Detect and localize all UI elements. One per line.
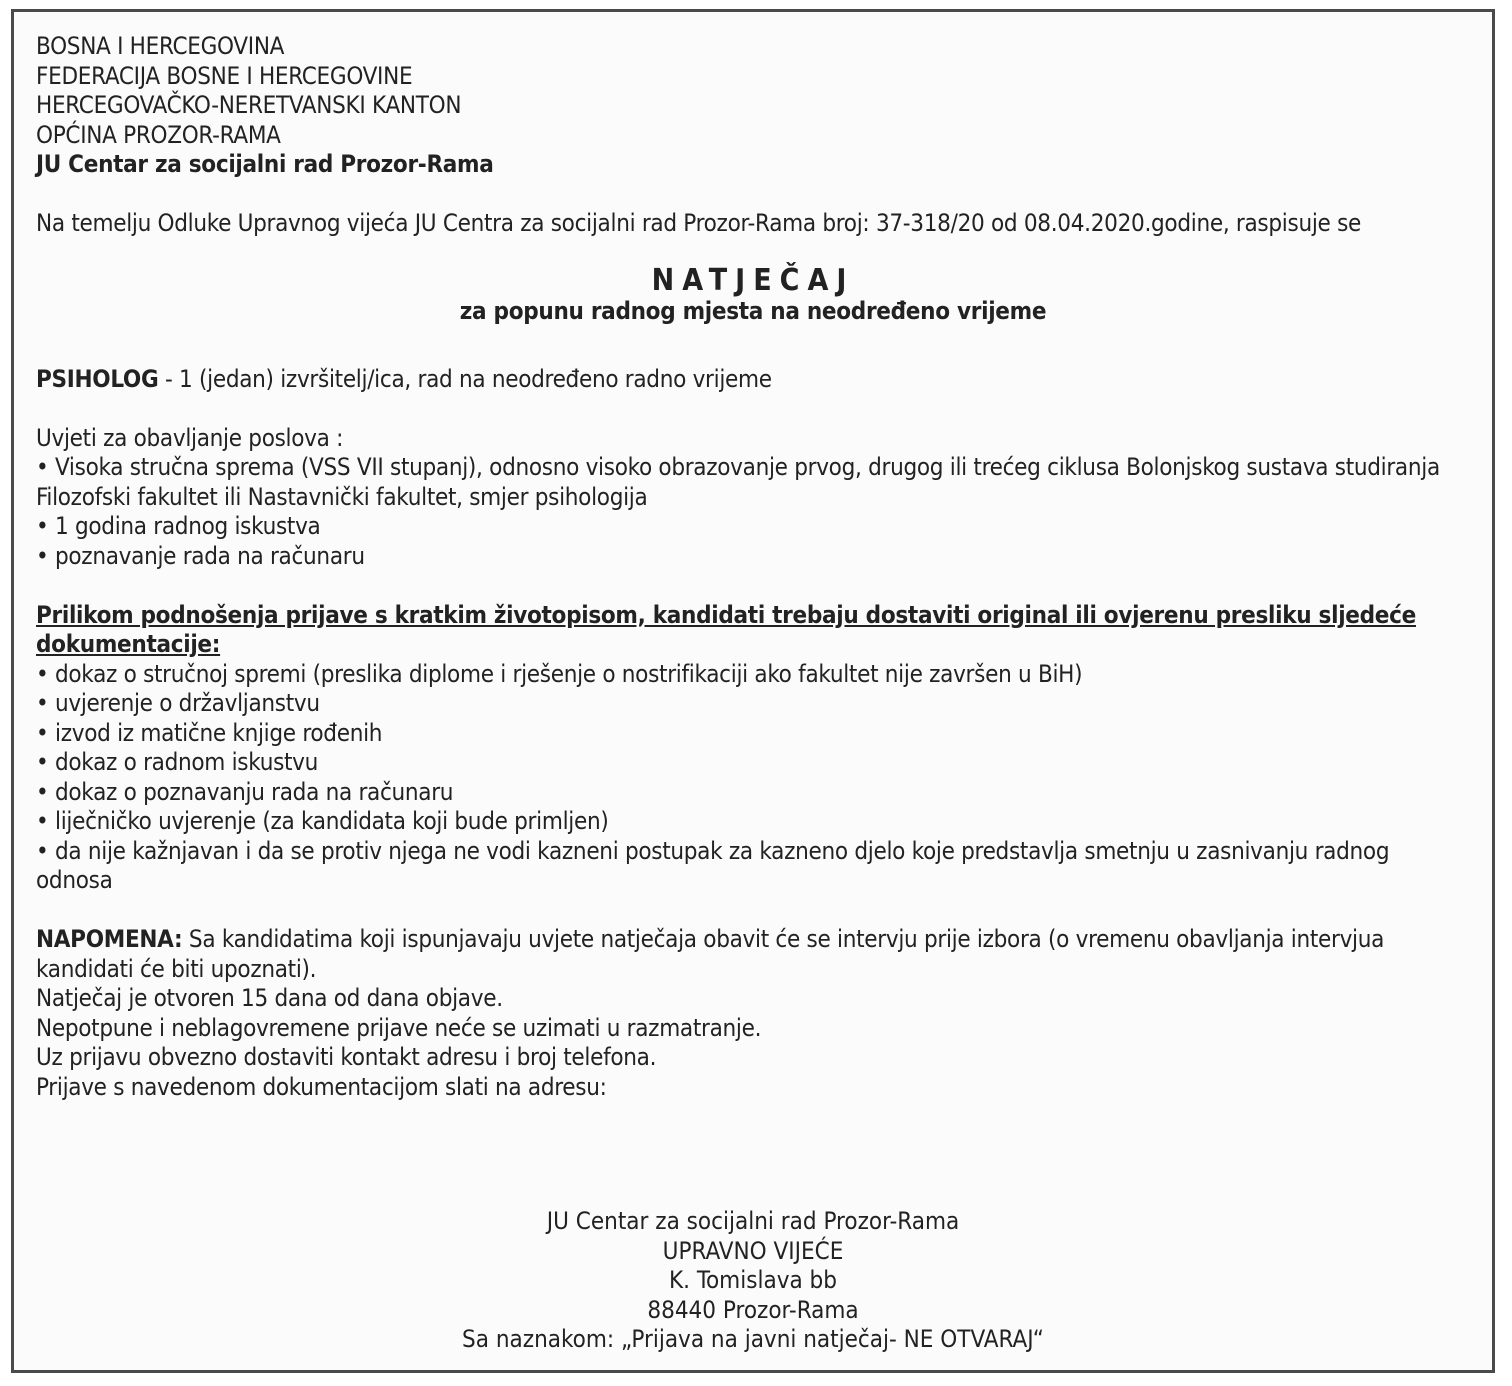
note-line: Prijave s navedenom dokumentacijom slati na adresu:: [36, 1072, 607, 1101]
address-council: UPRAVNO VIJEĆE: [662, 1236, 844, 1265]
position-name: PSIHOLOG: [36, 364, 159, 393]
note-line: Uz prijavu obvezno dostaviti kontakt adresu i broj telefona.: [36, 1043, 657, 1071]
documents-heading: Prilikom podnošenja prijave s kratkim životopisom, kandidati trebaju dostaviti original ili ovjerenu presliku sljedeće dokumentacije:: [36, 600, 1416, 658]
note-label: NAPOMENA:: [36, 925, 183, 953]
header-institution: JU Centar za socijalni rad Prozor-Rama: [36, 150, 494, 178]
address-marking: Sa naznakom: „Prijava na javni natječaj- NE OTVARAJ“: [462, 1325, 1044, 1353]
address-institution: JU Centar za socijalni rad Prozor-Rama: [546, 1207, 960, 1235]
documents-item: • uvjerenje o državljanstvu: [36, 689, 320, 717]
position-line: [36, 365, 1470, 395]
note-text: Sa kandidatima koji ispunjavaju uvjete natječaja obavit će se intervju prije izbora (o vremenu obavljanja intervjua kandidati će biti upoznati).: [36, 925, 1385, 983]
documents-item: • dokaz o radnom iskustvu: [36, 748, 319, 776]
conditions-heading: Uvjeti za obavljanje poslova :: [36, 423, 344, 452]
documents-item: • dokaz o poznavanju rada na računaru: [36, 777, 454, 806]
conditions-item: • poznavanje rada na računaru: [36, 541, 365, 570]
address-city: 88440 Prozor-Rama: [647, 1295, 859, 1324]
note-paragraph: [36, 925, 1470, 984]
spacer: [36, 571, 1470, 601]
notice-subtitle: za popunu radnog mjesta na neodređeno vrijeme: [459, 296, 1047, 325]
header-canton: HERCEGOVAČKO-NERETVANSKI KANTON: [36, 91, 462, 119]
header-federation: FEDERACIJA BOSNE I HERCEGOVINE: [36, 61, 413, 90]
header-municipality: OPĆINA PROZOR-RAMA: [36, 120, 281, 149]
conditions-item: • Visoka stručna sprema (VSS VII stupanj), odnosno visoko obrazovanje prvog, drugog ili trećeg ciklusa Bolonjskog sustava studiranja Filozofski fakultet ili Nastavnički fakultet, smjer psihologija: [36, 453, 1440, 511]
address-block: [14, 1207, 1492, 1355]
spacer: [36, 180, 1470, 210]
notice-title: NATJEČAJ: [651, 262, 855, 298]
notice-content: [36, 32, 1470, 1102]
position-details: - 1 (jedan) izvršitelj/ica, rad na neodređeno radno vrijeme: [158, 364, 772, 393]
note-line: Natječaj je otvoren 15 dana od dana objave.: [36, 984, 503, 1012]
intro-paragraph: Na temelju Odluke Upravnog vijeća JU Centra za socijalni rad Prozor-Rama broj: 37-318/20 od 08.04.2020.godine, raspisuje se: [36, 209, 1362, 237]
note-line: Nepotpune i neblagovremene prijave neće se uzimati u razmatranje.: [36, 1013, 762, 1042]
documents-item: • liječničko uvjerenje (za kandidata koji bude primljen): [36, 807, 609, 835]
spacer: [36, 394, 1470, 424]
notice-frame: [11, 9, 1495, 1373]
header-country: BOSNA I HERCEGOVINA: [36, 32, 285, 60]
spacer: [36, 896, 1470, 926]
documents-item: • izvod iz matične knjige rođenih: [36, 718, 383, 747]
documents-item: • dokaz o stručnoj spremi (preslika diplome i rješenje o nostrifikaciji ako fakultet nije završen u BiH): [36, 659, 1083, 688]
conditions-item: • 1 godina radnog iskustva: [36, 512, 321, 540]
address-street: K. Tomislava bb: [669, 1266, 837, 1294]
documents-item: • da nije kažnjavan i da se protiv njega ne vodi kazneni postupak za kazneno djelo koje predstavlja smetnju u zasnivanju radnog odnosa: [36, 836, 1390, 894]
